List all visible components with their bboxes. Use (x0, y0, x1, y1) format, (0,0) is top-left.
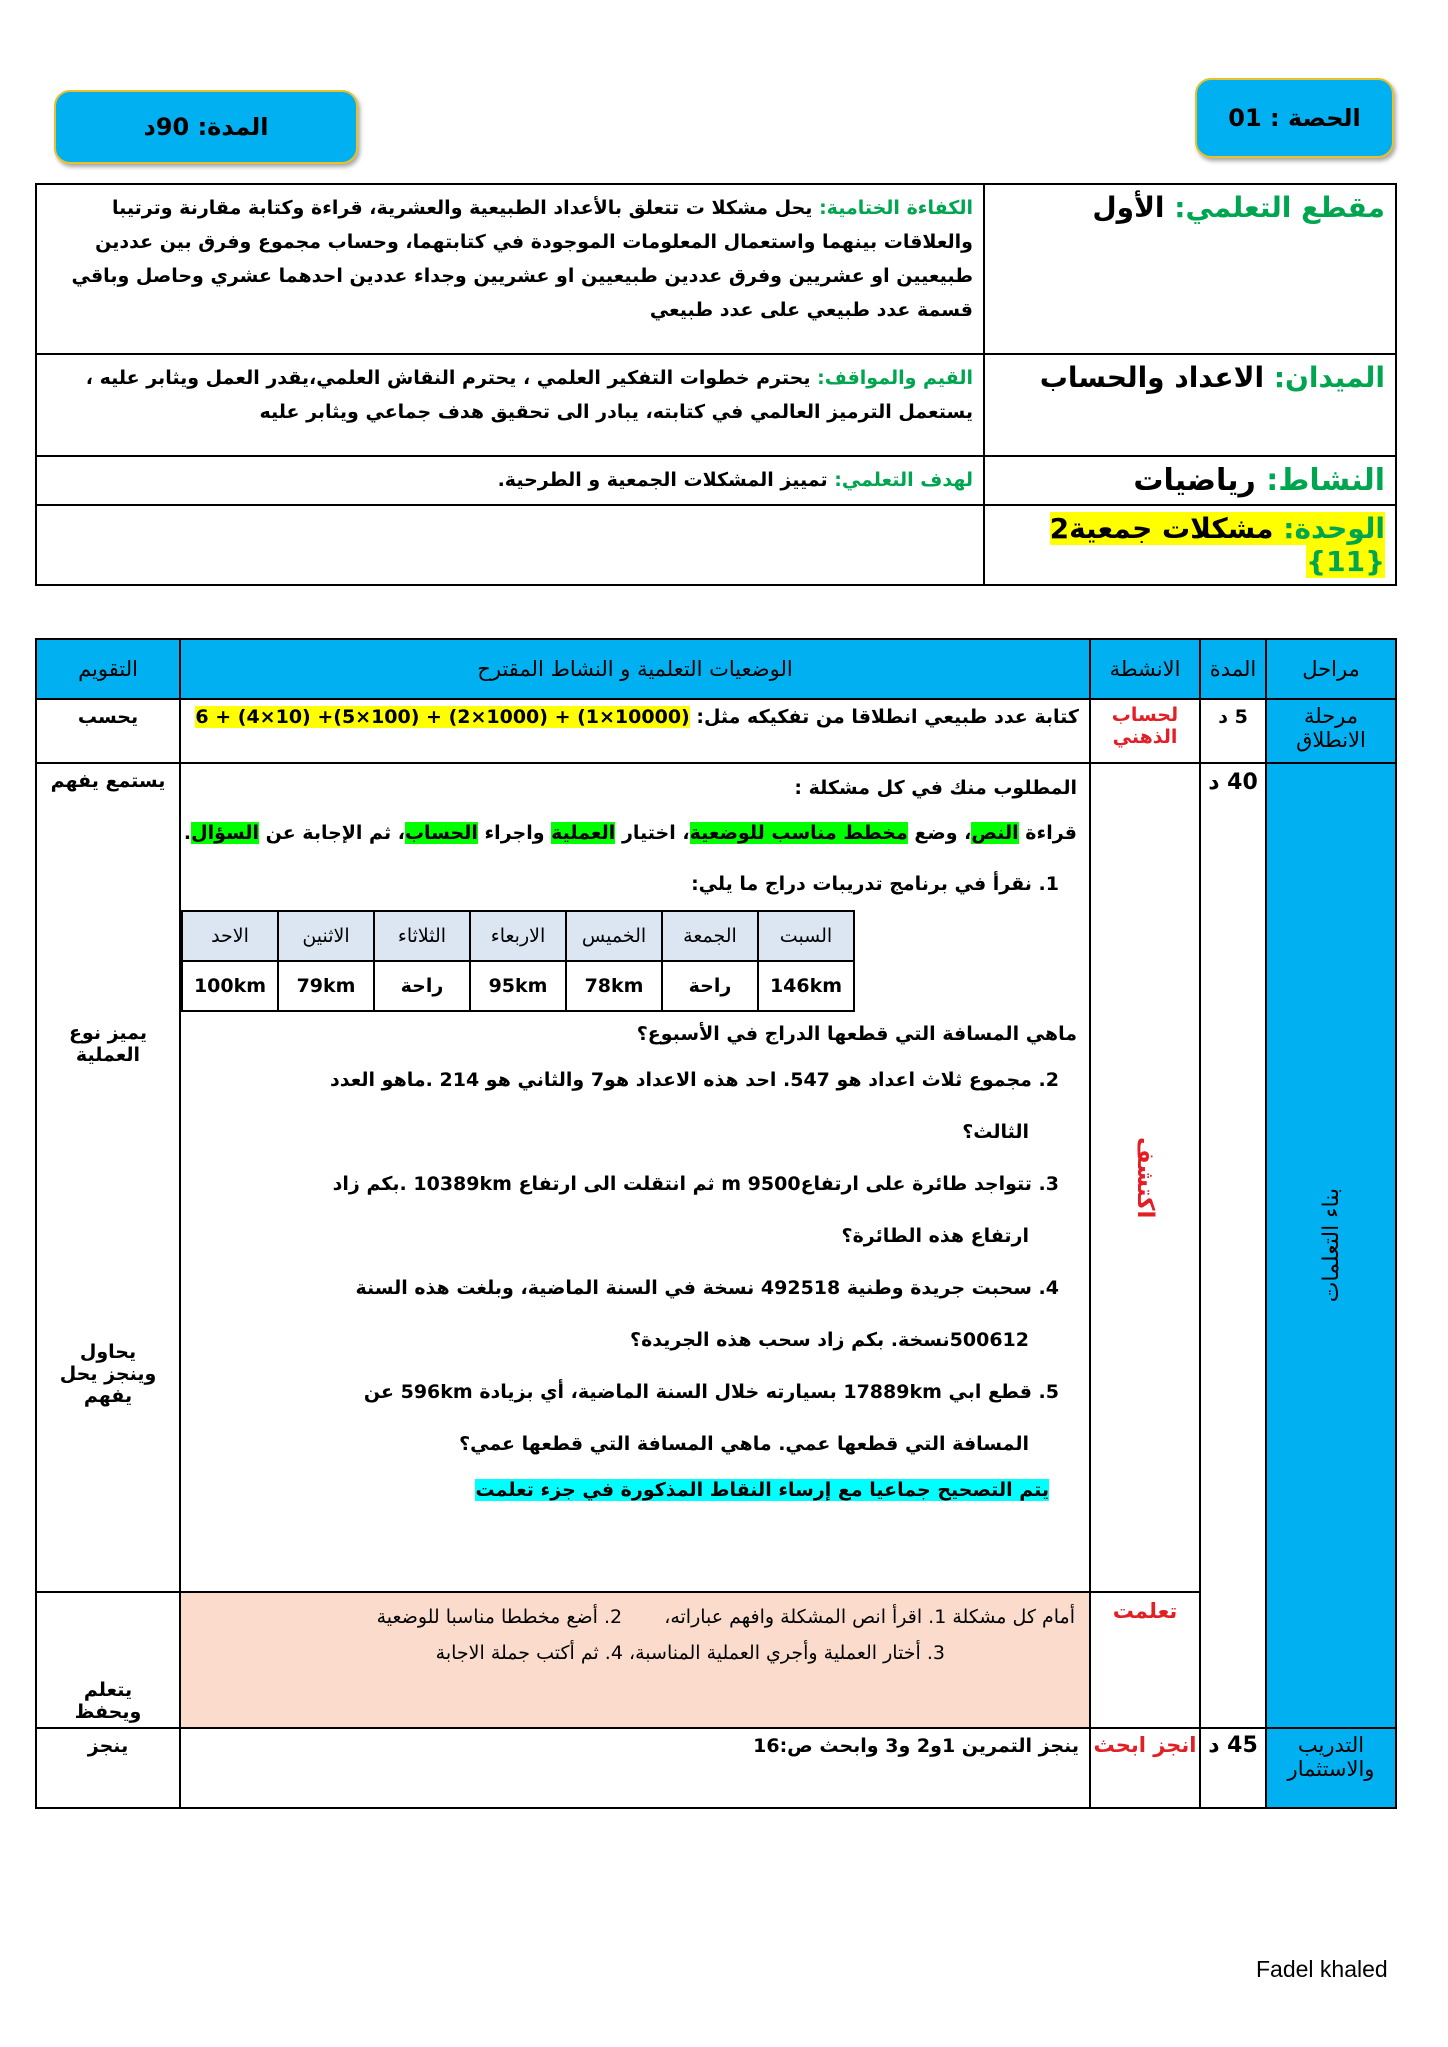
correction-text: يتم التصحيح جماعيا مع إرساء النقاط المذكورة في جزء تعلمت (475, 1479, 1049, 1501)
situation-learned (180, 1592, 1090, 1728)
distance-cell: 78km (566, 961, 662, 1011)
p5-text-a: قطع ابي 17889km بسيارته خلال السنة الماضية، أي بزيادة 596km عن (363, 1381, 1032, 1403)
field-label: الميدان: (1273, 361, 1385, 394)
values-text: يحترم خطوات التفكير العلمي ، يحترم النقاش العلمي،يقدر العمل ويثابر عليه ، يستعمل الترميز العالمي في كتابته، يبادر الى تحقيق هدف جماعي ويثابر عليه (85, 367, 973, 423)
steps-calc: الحساب (404, 822, 478, 844)
phase-training (1266, 1728, 1396, 1808)
learned-line2 (195, 1635, 1075, 1671)
values-label: القيم والمواقف: (817, 367, 973, 389)
duration-build-label: 40 د (1208, 770, 1258, 795)
unit-label: الوحدة: (1283, 512, 1385, 545)
problem-1 (181, 858, 1089, 910)
p3-text-b: ارتفاع هذه الطائرة؟ (841, 1225, 1029, 1247)
activity-learned-label: تعلمت (1112, 1599, 1178, 1623)
p2-text-a: مجموع ثلاث اعداد هو 547. احد هذه الاعداد هو7 والثاني هو 214 .ماهو العدد (329, 1069, 1032, 1091)
start-text: كتابة عدد طبيعي انطلاقا من تفكيكه مثل: (696, 706, 1079, 728)
session-label: الحصة : 01 (1228, 104, 1361, 132)
eval-build-b: يميز نوع العملية (68, 1022, 148, 1066)
learned-line1 (195, 1599, 1075, 1635)
header-table (35, 183, 1397, 586)
phase-training-label: التدريب والاستثمار (1287, 1733, 1375, 1781)
days-row (182, 911, 854, 961)
activity-training-label: انجز ابحث (1093, 1733, 1197, 1757)
p4-text-a: سحبت جريدة وطنية 492518 نسخة في السنة الماضية، وبلغت هذه السنة (355, 1277, 1032, 1299)
duration-start-label: 5 د (1218, 706, 1248, 728)
eval-training (36, 1728, 180, 1808)
problem-3 (181, 1158, 1089, 1210)
eval-start (36, 699, 180, 763)
p2-num: 2. (1038, 1069, 1059, 1091)
build-intro: المطلوب منك في كل مشكلة : (794, 777, 1077, 799)
goal-text: تمييز المشكلات الجمعية و الطرحية. (497, 469, 828, 491)
phase-build (1266, 763, 1396, 1728)
activity-start-label: لحساب الذهني (1111, 704, 1179, 748)
steps-sep3: واجراء (484, 822, 545, 844)
day-cell: السبت (758, 911, 854, 961)
day-cell: الاربعاء (470, 911, 566, 961)
day-cell: الاثنين (278, 911, 374, 961)
p4-num: 4. (1038, 1277, 1059, 1299)
eval-build-a: يستمع يفهم (50, 770, 166, 792)
steps-diagram: مخطط مناسب للوضعية (689, 822, 908, 844)
p5-text-b: المسافة التي قطعها عمي. ماهي المسافة التي قطعها عمي؟ (459, 1433, 1029, 1455)
duration-start (1200, 699, 1266, 763)
activity-training (1090, 1728, 1200, 1808)
steps-dot: . (183, 822, 192, 844)
eval-build (36, 763, 180, 1592)
p1-text: نقرأ في برنامج تدريبات دراج ما يلي: (691, 873, 1032, 895)
activity-start (1090, 699, 1200, 763)
day-cell: الخميس (566, 911, 662, 961)
problem-2 (181, 1054, 1089, 1106)
steps-sep2: ، اختيار (621, 822, 690, 844)
phase-start (1266, 699, 1396, 763)
unit-number: {11} (1306, 545, 1385, 578)
day-cell: الجمعة (662, 911, 758, 961)
steps-sep4: ، ثم الإجابة عن (265, 822, 405, 844)
p5-num: 5. (1038, 1381, 1059, 1403)
unit-cell (984, 505, 1396, 585)
goal-label: لهدف التعلمي: (834, 469, 973, 491)
learned-2a: 3. أختار العملية وأجري العملية المناسبة، (628, 1642, 945, 1664)
distance-cell: 95km (470, 961, 566, 1011)
lesson-table (35, 638, 1397, 1809)
p1-num: 1. (1038, 873, 1059, 895)
segment-value: الأول (1092, 191, 1165, 224)
distances-row (182, 961, 854, 1011)
distance-cell: 79km (278, 961, 374, 1011)
field-value: الاعداد والحساب (1039, 361, 1265, 394)
situation-training (180, 1728, 1090, 1808)
day-cell: الاحد (182, 911, 278, 961)
days-wrap (181, 910, 1089, 1014)
header-duration: المدة (1200, 639, 1266, 699)
p1-question: ماهي المسافة التي قطعها الدراج في الأسبوع؟ (636, 1023, 1077, 1045)
values-cell (36, 354, 984, 456)
steps-sep1: ، وضع (914, 822, 972, 844)
field-cell (984, 354, 1396, 456)
activity-cell (984, 456, 1396, 505)
duration-build (1200, 763, 1266, 1728)
unit-value: مشكلات جمعية2 (1049, 512, 1274, 545)
p2-text-b: الثالث؟ (962, 1121, 1029, 1143)
problem-5 (181, 1366, 1089, 1418)
situation-start (180, 699, 1090, 763)
duration-label: المدة: 90د (143, 113, 269, 141)
eval-learned (36, 1592, 180, 1728)
p3-num: 3. (1038, 1173, 1059, 1195)
training-table (181, 910, 855, 1012)
steps-operation: العملية (551, 822, 616, 844)
activity-learned (1090, 1592, 1200, 1728)
learned-1a: أمام كل مشكلة 1. اقرأ انص المشكلة وافهم عباراته، (664, 1606, 1075, 1628)
eval-training-label: ينجز (87, 1735, 129, 1757)
duration-training (1200, 1728, 1266, 1808)
situation-build (180, 763, 1090, 1592)
start-formula: 6 + (4×10) +(5×100) + (2×1000) + (1×10000) (195, 706, 690, 728)
eval-learned-label: يتعلم ويحفظ (74, 1679, 142, 1723)
correction-line (181, 1470, 1089, 1510)
day-cell: الثلاثاء (374, 911, 470, 961)
distance-cell: 146km (758, 961, 854, 1011)
phase-start-label: مرحلة الانطلاق (1296, 704, 1366, 752)
eval-start-label: يحسب (77, 706, 139, 728)
learned-1b: 2. أضع مخططا مناسبا للوضعية (376, 1606, 623, 1628)
activity-value: رياضيات (1133, 463, 1256, 498)
empty-cell (36, 505, 984, 585)
problem-4 (181, 1262, 1089, 1314)
distance-cell: راحة (374, 961, 470, 1011)
training-text: ينجز التمرين 1و2 و3 وابحث ص:16 (753, 1735, 1079, 1757)
segment-cell (984, 184, 1396, 354)
header-activities: الانشطة (1090, 639, 1200, 699)
eval-build-c: يحاول وينجز يحل يفهم (59, 1341, 157, 1407)
activity-build-label: اكتشف (1132, 1136, 1158, 1219)
competence-label: الكفاءة الختامية: (819, 197, 973, 219)
activity-label: النشاط: (1266, 463, 1385, 498)
build-steps (181, 808, 1089, 858)
learned-2b: 4. ثم أكتب جملة الاجابة (435, 1642, 623, 1664)
steps-read: قراءة (1025, 822, 1077, 844)
distance-cell: راحة (662, 961, 758, 1011)
session-box (1195, 78, 1394, 158)
phase-build-label: بناء التعلمات (1318, 1188, 1344, 1303)
p3-text-a: تتواجد طائرة على ارتفاع9500 m ثم انتقلت الى ارتفاع 10389km .بكم زاد (332, 1173, 1032, 1195)
steps-question: السؤال (191, 822, 259, 844)
p4-text-b: 500612نسخة. بكم زاد سحب هذه الجريدة؟ (630, 1329, 1029, 1351)
competence-text: يحل مشكلا ت تتعلق بالأعداد الطبيعية والعشرية، قراءة وكتابة مقارنة وترتيبا والعلاقات بينهما واستعمال المعلومات الموجودة في كتابتهما، وحساب مجموع وفرق بين عددين طبيعيين او عشريين وفرق عددين طبيعيين او عشريين وجداء عددين احدهما عشري وحاصل وباقي قسمة عدد طبيعي على عدد طبيعي (71, 197, 973, 321)
header-situations: الوضعيات التعلمية و النشاط المقترح (180, 639, 1090, 699)
activity-build (1090, 763, 1200, 1592)
distance-cell: 100km (182, 961, 278, 1011)
steps-text: النص (971, 822, 1019, 844)
unit-highlight (1050, 512, 1385, 578)
author-footer: Fadel khaled (1256, 1956, 1388, 1982)
goal-cell (36, 456, 984, 505)
duration-training-label: 45 د (1208, 1733, 1258, 1758)
header-evaluation: التقويم (36, 639, 180, 699)
header-phases: مراحل (1266, 639, 1396, 699)
duration-box (54, 90, 358, 164)
competence-cell (36, 184, 984, 354)
segment-label: مقطع التعلمي: (1174, 191, 1385, 224)
